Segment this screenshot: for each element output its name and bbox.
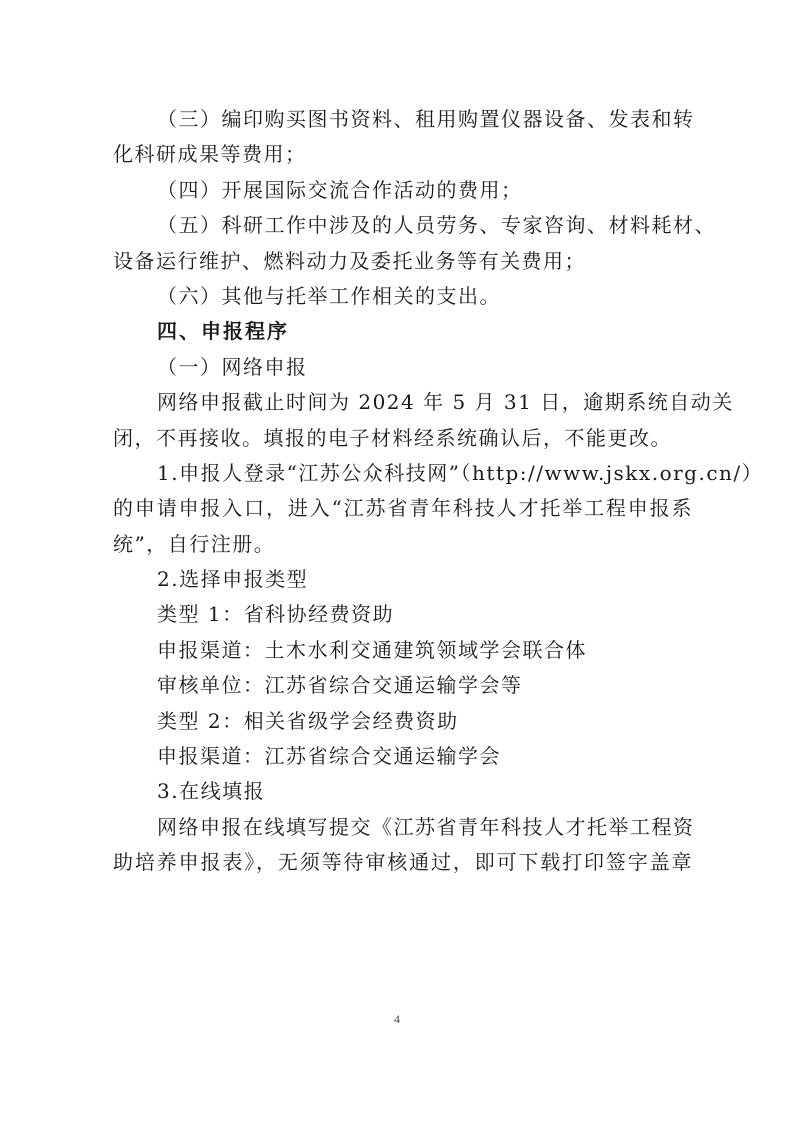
document-body (113, 102, 764, 881)
paragraph-line: 3.在线填报 (157, 779, 266, 804)
paragraph-line: 设备运行维护、燃料动力及委托业务等有关费用； (113, 248, 586, 273)
paragraph-line: 申报渠道：江苏省综合交通运输学会 (157, 744, 501, 769)
paragraph-line: （四）开展国际交流合作活动的费用； (157, 177, 523, 202)
paragraph-line: （六）其他与托举工作相关的支出。 (157, 283, 501, 308)
paragraph-line: 化科研成果等费用； (113, 142, 307, 167)
paragraph-line: 的申请申报入口，进入“江苏省青年科技人才托举工程申报系 (113, 496, 693, 521)
section-heading: 四、申报程序 (157, 319, 289, 344)
paragraph-line: 网络申报在线填写提交《江苏省青年科技人才托举工程资 (157, 814, 695, 839)
paragraph-line: 申报渠道：土木水利交通建筑领域学会联合体 (157, 637, 587, 662)
paragraph-line: （三）编印购买图书资料、租用购置仪器设备、发表和转 (157, 107, 695, 131)
paragraph-line: 统”，自行注册。 (113, 531, 276, 556)
paragraph-line: 网络申报截止时间为 2024 年 5 月 31 日，逾期系统自动关 (157, 390, 734, 415)
paragraph-line: 1.申报人登录“江苏公众科技网”（http://www.jskx.org.cn/） (157, 460, 764, 485)
paragraph-line: （五）科研工作中涉及的人员劳务、专家咨询、材料耗材、 (157, 213, 716, 238)
paragraph-line: 2.选择申报类型 (157, 567, 309, 592)
paragraph-line: 审核单位：江苏省综合交通运输学会等 (157, 673, 523, 698)
paragraph-line: 类型 1：省科协经费资助 (157, 602, 395, 627)
subsection-heading: （一）网络申报 (157, 354, 308, 379)
paragraph-line: 闭，不再接收。填报的电子材料经系统确认后，不能更改。 (113, 425, 672, 450)
paragraph-line: 类型 2：相关省级学会经费资助 (157, 708, 459, 733)
paragraph-line: 助培养申报表》，无须等待审核通过，即可下载打印签字盖章 (113, 850, 693, 875)
page-number: 4 (394, 1012, 400, 1026)
